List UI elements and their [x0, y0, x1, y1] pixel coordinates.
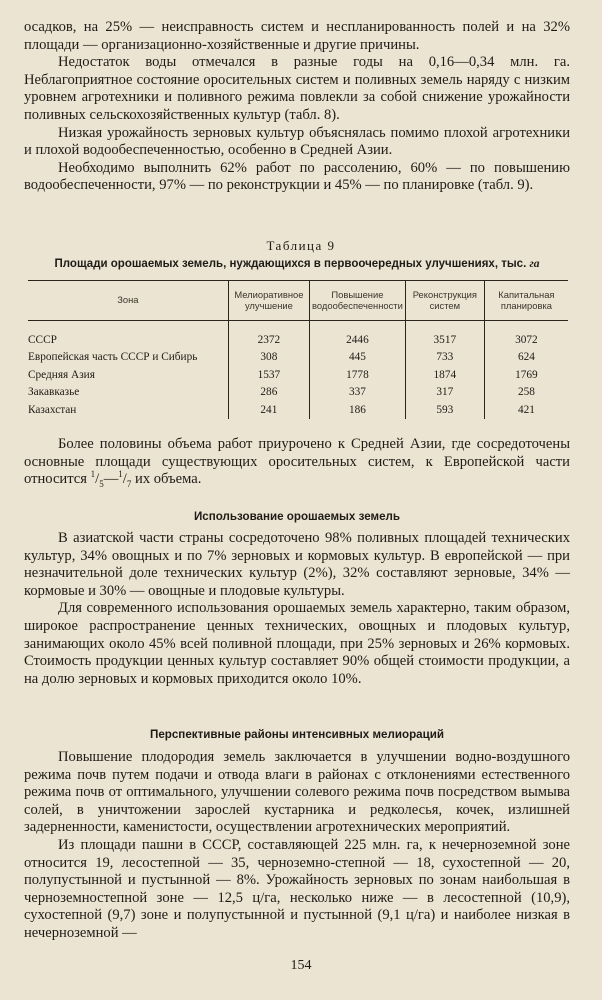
table-cell: 733	[405, 349, 484, 367]
table-cell: 1769	[484, 366, 568, 384]
table-cell: Средняя Азия	[28, 368, 95, 381]
table-cell: 593	[405, 401, 484, 419]
table-caption: Таблица 9	[266, 238, 336, 253]
table-cell: 421	[484, 401, 568, 419]
table-cell: 286	[228, 384, 309, 402]
fraction-numerator: 1	[118, 469, 123, 480]
table-cell: 445	[310, 349, 406, 367]
table-cell: 186	[310, 401, 406, 419]
table-row	[28, 401, 568, 419]
table-cell: 1537	[228, 366, 309, 384]
text-block-after-table	[24, 436, 570, 489]
paragraph: Недостаток воды отмечался в разные годы на 0,16—0,34 млн. га. Неблагоприятное состояние оросительных систем и поливных земель наряду с низким уровнем агротехники и поливного режима повлекли за собой снижение урожайности поливных сельскохозяйственных культур (табл. 8).	[24, 54, 570, 123]
table-cell: 241	[228, 401, 309, 419]
table-cell: 2372	[228, 321, 309, 349]
paragraph: В азиатской части страны сосредоточено 98% поливных площадей технических культур, 34% овощных и по 7% зерновых и кормовых культур. В европейской — при незначительной доле технических культур (2%), 32% составляют зерновые, 34% — кормовые и 30% — овощные и плодовые культуры.	[24, 530, 570, 599]
fraction-denominator: 5	[99, 479, 104, 490]
paragraph: Более половины объема работ приурочено к Средней Азии, где сосредоточены основные площади существующих оросительных систем, к Европейской части относится $^1/_5—^1/_7$ их объема.	[24, 436, 570, 490]
table-cell: 1778	[310, 366, 406, 384]
table-cell: 624	[484, 349, 568, 367]
paragraph-text: их объема.	[131, 471, 202, 488]
table-title-unit: га	[529, 258, 540, 270]
column-header: Капитальная планировка	[484, 281, 568, 321]
data-table	[28, 280, 568, 419]
table-cell: 317	[405, 384, 484, 402]
paragraph: Низкая урожайность зерновых культур объяснялась помимо плохой агротехники и плохой водообеспеченностью, особенно в Средней Азии.	[24, 124, 570, 159]
section-heading: Использование орошаемых земель	[193, 510, 401, 523]
column-header: Повышение водообеспеченности	[310, 281, 406, 321]
section-heading: Перспективные районы интенсивных мелиораций	[150, 728, 444, 741]
paragraph: Повышение плодородия земель заключается в улучшении водно-воздушного режима почв путем подачи и отвода влаги в районах с отклонениями естественного режима почв от оптимального, улучшении солевого режима почв посредством вымыва солей, в уничтожении зарослей кустарника и редколесья, кочек, излишней задерненности, каменистости, осуществлении агротехнических мероприятий.	[24, 749, 570, 836]
table-cell: 258	[484, 384, 568, 402]
table-cell: 3072	[484, 321, 568, 349]
table-cell: Закавказье	[28, 386, 80, 399]
table-row	[28, 366, 568, 384]
table-row	[28, 384, 568, 402]
paragraph: Из площади пашни в СССР, составляющей 225 млн. га, к нечерноземной зоне относится 19, лесостепной — 35, черноземно-степной — 18, сухостепной — 20, полупустынной и пустынной — 8%. Урожайность зерновых по зонам наибольшая в черноземностепной зоне — 12,5 ц/га, несколько ниже — в лесостепной (10,9), сухостепной (9,7) зоне и полупустынной и пустынной (9,1 ц/га) и наиболее низкая в нечерноземной —	[24, 836, 570, 941]
paragraph: Необходимо выполнить 62% работ по рассолению, 60% — по повышению водообеспеченности, 97% — по реконструкции и 45% — по планировке (табл. 9).	[24, 159, 570, 194]
table-cell: 1874	[405, 366, 484, 384]
table-cell: Европейская часть СССР и Сибирь	[28, 351, 198, 364]
page-number: 154	[290, 958, 312, 973]
paragraph: Для современного использования орошаемых земель характерно, таким образом, широкое распространение ценных технических, овощных и плодовых культур, занимающих около 45% всей поливной площади, при 25% зерновых и 26% кормовых. Стоимость продукции ценных культур составляет 90% общей стоимости продукции, а на долю зерновых и кормовых приходится около 10%.	[24, 600, 570, 687]
text-block-section1	[24, 530, 570, 688]
table-cell: 3517	[405, 321, 484, 349]
table-row	[28, 349, 568, 367]
paragraph-text: Более половины объема работ приурочено к Средней Азии, где сосредоточены основные площади существующих оросительных систем, к Европейской части относится	[24, 436, 570, 488]
text-block-top	[24, 19, 570, 195]
column-header: Зона	[28, 281, 228, 321]
table-row	[28, 321, 568, 349]
fraction-numerator: 1	[90, 469, 96, 480]
fraction-denominator: 7	[126, 479, 132, 490]
table-title	[24, 258, 570, 270]
table-cell: 337	[310, 384, 406, 402]
column-header: Реконструкция систем	[405, 281, 484, 321]
table-cell: 2446	[310, 321, 406, 349]
table-title-text: Площади орошаемых земель, нуждающихся в первоочередных улучшениях, тыс.	[54, 258, 527, 270]
text-block-section2	[24, 749, 570, 943]
table-cell: СССР	[28, 333, 57, 346]
table-cell: 308	[228, 349, 309, 367]
fraction-dash: —	[103, 471, 119, 488]
table-cell: Казахстан	[28, 403, 77, 416]
column-header: Мелиоративное улучшение	[228, 281, 309, 321]
paragraph: осадков, на 25% — неисправность систем и неспланированность полей и на 32% площади — организационно-хозяйственные и другие причины.	[24, 19, 570, 53]
table-header-row	[28, 281, 568, 321]
